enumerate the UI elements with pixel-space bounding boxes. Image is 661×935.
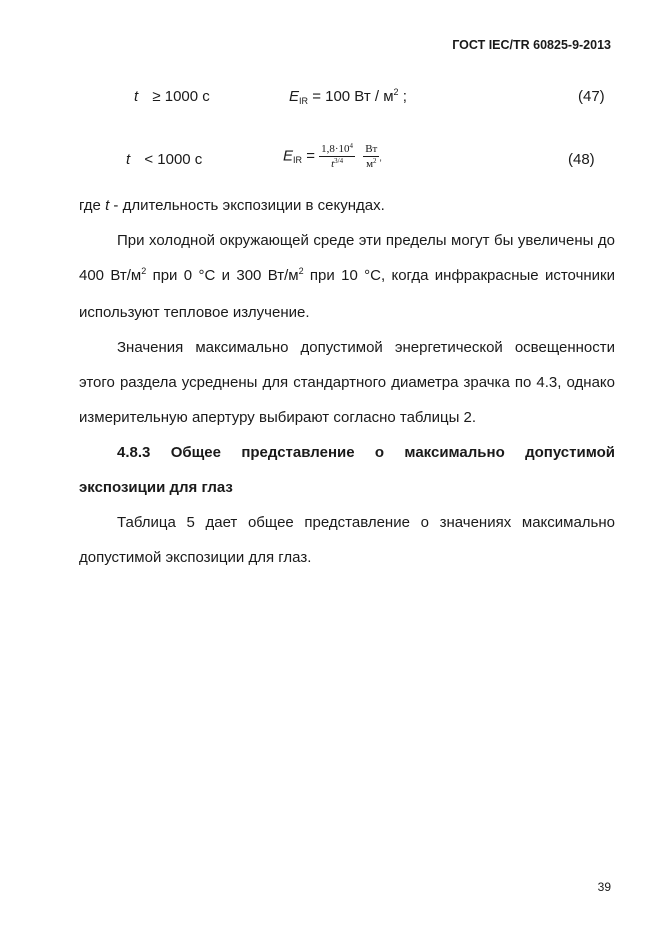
standard-header: ГОСТ IEC/TR 60825-9-2013: [452, 38, 611, 52]
page-number: 39: [597, 880, 611, 894]
eq47-tail: ;: [398, 88, 407, 105]
eq47-lhs-sub: IR: [299, 96, 309, 106]
eq47-rhs: = 100 Вт / м: [312, 88, 394, 105]
equation-48-condition: [126, 151, 202, 168]
eq48-den: t: [331, 158, 335, 170]
eq48-cond: < 1000 с: [144, 151, 203, 168]
paragraph-cold-environment: При холодной окружающей среде эти пределы могут бы увеличены до 400 $Вт/м^2$ при 0 °С и 300 $Вт/м^2$ при 10 °С, когда инфракрасные источники используют тепловое излучение.: [79, 232, 615, 321]
eq47-rhs-sup: 2: [393, 87, 399, 97]
eq48-unit-fraction: [363, 143, 379, 170]
equation-48-formula: [283, 143, 382, 170]
eq48-den-sup: 3/4: [334, 157, 344, 165]
equation-47-number: (47): [578, 88, 605, 105]
eq48-eq: =: [306, 147, 315, 165]
paragraph-table-5: Таблица 5 дает общее представление о значениях максимально допустимой экспозиции для глаз.: [79, 514, 615, 566]
equation-48-number: (48): [568, 151, 595, 168]
equation-47-condition: [134, 88, 210, 105]
eq48-var: t: [126, 151, 131, 168]
eq48-tail: ,: [379, 152, 382, 163]
eq48-fraction: [319, 143, 355, 170]
equation-47-formula: [289, 88, 407, 105]
eq48-unit-den-sup: 2: [373, 157, 377, 165]
eq47-var: t: [134, 88, 139, 105]
eq47-lhs: E: [289, 88, 300, 105]
eq48-num-sup: 4: [349, 142, 354, 150]
eq48-num: 1,8·10: [321, 143, 350, 155]
paragraph-irradiance-values: Значения максимально допустимой энергетической освещенности этого раздела усреднены для стандартного диаметра зрачка по 4.3, однако измерительную апертуру выбирают согласно таблицы 2.: [79, 339, 615, 426]
eq48-unit-den: м: [366, 158, 374, 170]
eq48-unit-num: Вт: [365, 143, 378, 155]
body-text: [79, 188, 615, 575]
section-heading-4-8-3: 4.8.3 Общее представление о максимально допустимой экспозиции для глаз: [79, 444, 615, 496]
eq48-lhs-sub: IR: [293, 155, 303, 166]
eq47-cond: ≥ 1000 с: [152, 88, 210, 105]
paragraph-definition: где t - длительность экспозиции в секундах.: [79, 197, 385, 214]
eq48-lhs: E: [283, 147, 294, 165]
